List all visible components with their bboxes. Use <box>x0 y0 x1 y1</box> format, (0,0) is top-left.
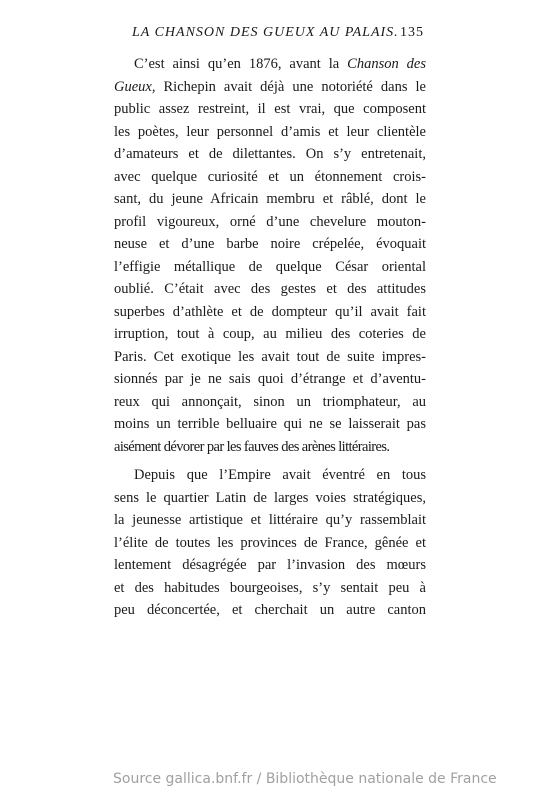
paragraph-1 <box>114 53 426 458</box>
text-line: aisément dévorer par les fauves des arènes littéraires. <box>114 438 390 455</box>
text-line: l’élite de toutes les provinces de France, gênée et <box>114 534 426 551</box>
text-line: Paris. Cet exotique les avait tout de suite impres- <box>114 348 426 365</box>
text-line: lentement désagrégée par l’invasion des mœurs <box>114 557 426 573</box>
text-line: avec quelque curiosité et un étonnement crois- <box>114 168 426 185</box>
text-line: sant, du jeune Africain membru et râblé, dont le <box>114 191 426 207</box>
text-line: sionnés par je ne sais quoi d’étrange et d’aventu- <box>114 371 426 387</box>
paragraph-2 <box>114 464 426 622</box>
text-line: moins un terrible belluaire qui ne se laisserait pas <box>114 416 426 432</box>
running-header <box>132 25 424 41</box>
text-line: superbes d’athlète et de dompteur qu’il avait fait <box>114 303 426 320</box>
text-line: Depuis que l’Empire avait éventré en tous <box>134 467 426 483</box>
text-line: sens le quartier Latin de larges voies stratégiques, <box>114 489 426 506</box>
text-line: irruption, tout à coup, au milieu des coteries de <box>114 326 426 342</box>
text-line: public assez restreint, il est vrai, que composent <box>114 101 426 117</box>
body-text <box>114 53 426 622</box>
text-line: neuse et d’une barbe noire crépelée, évoquait <box>114 236 426 252</box>
text-line: et des habitudes bourgeoises, s’y sentait peu à <box>114 579 426 596</box>
text-line: d’amateurs et de dilettantes. On s’y entretenait, <box>114 146 426 162</box>
page-number: 135 <box>400 25 424 40</box>
text-line: la jeunesse artistique et littéraire qu’y rassemblait <box>114 512 426 528</box>
text-line: les poètes, leur personnel d’amis et leur clientèle <box>114 123 426 140</box>
running-title: LA CHANSON DES GUEUX AU PALAIS. <box>132 25 399 40</box>
text-line: Gueux, Richepin avait déjà une notoriété dans le <box>114 78 426 95</box>
text-line: reux qui annonçait, sinon un triomphateur, au <box>114 393 426 410</box>
text-line: peu déconcertée, et cherchait un autre canton <box>114 602 426 618</box>
text-line: C’est ainsi qu’en 1876, avant la Chanson des <box>134 56 426 72</box>
text-line: oublié. C’était avec des gestes et des attitudes <box>114 281 426 297</box>
text-line: profil vigoureux, orné d’une chevelure mouton- <box>114 213 426 230</box>
source-credit: Source gallica.bnf.fr / Bibliothèque nationale de France <box>113 771 497 787</box>
text-line: l’effigie métallique de quelque César oriental <box>114 258 426 275</box>
